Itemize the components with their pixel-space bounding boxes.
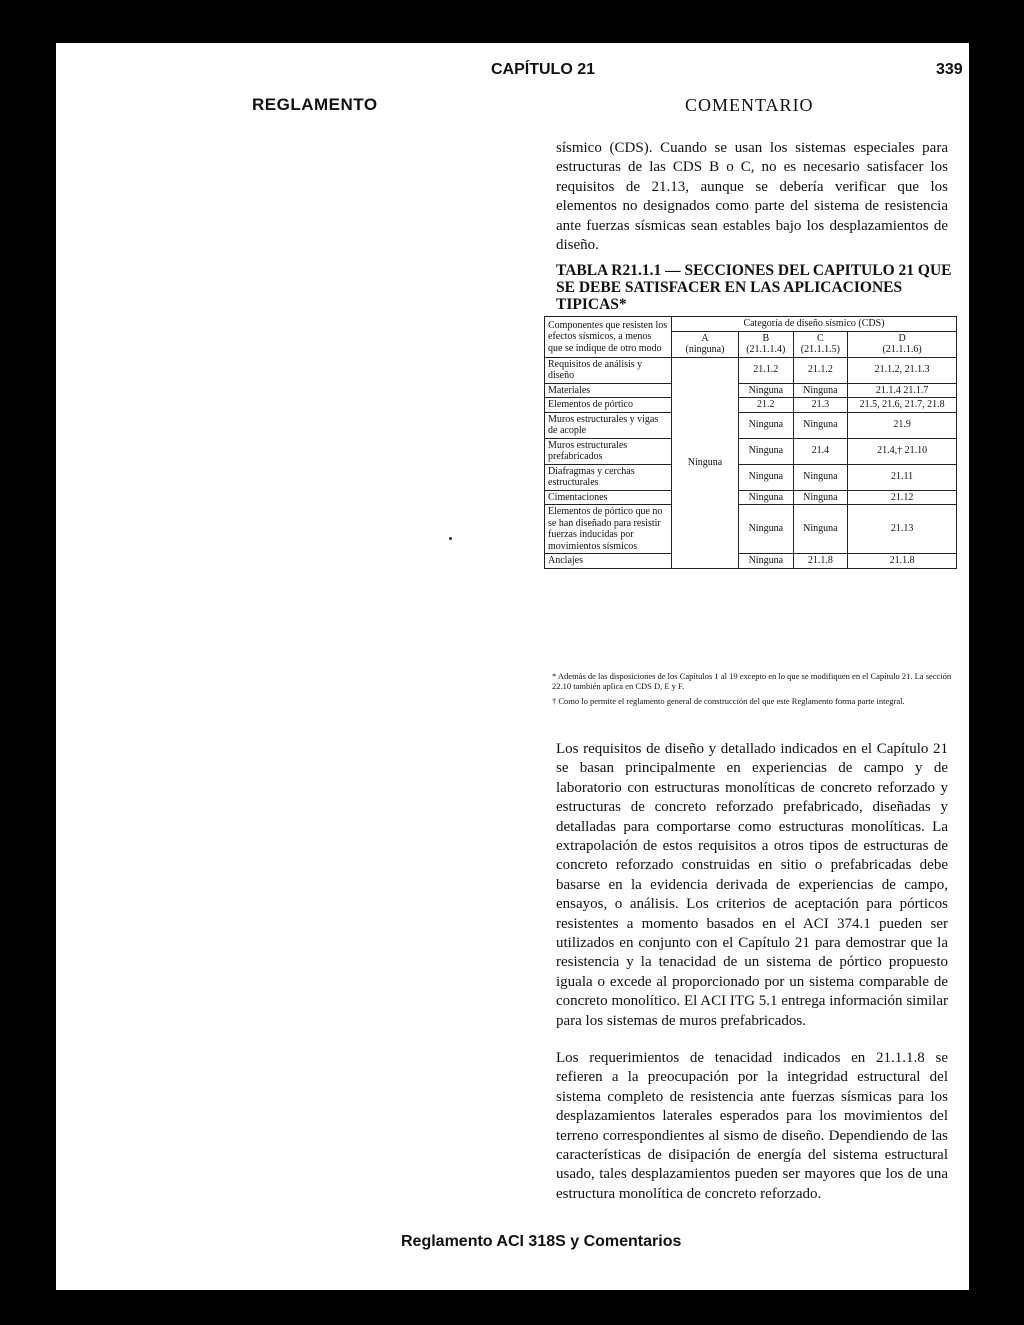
left-column-heading: REGLAMENTO [252, 95, 378, 114]
cell-c: Ninguna [793, 505, 848, 554]
cell-c: 21.1.2 [793, 357, 848, 383]
cell-d: 21.4,† 21.10 [848, 438, 957, 464]
cell-d: 21.11 [848, 464, 957, 490]
document-page [56, 43, 969, 1290]
cell-d: 21.1.2, 21.1.3 [848, 357, 957, 383]
cell-b: Ninguna [739, 412, 794, 438]
row-component: Elementos de pórtico [545, 398, 672, 413]
cell-b: 21.1.2 [739, 357, 794, 383]
table-row [545, 357, 957, 383]
cell-c: Ninguna [793, 490, 848, 505]
row-component: Cimentaciones [545, 490, 672, 505]
table-row [545, 412, 957, 438]
cell-c: 21.4 [793, 438, 848, 464]
cell-c: 21.3 [793, 398, 848, 413]
table-row [545, 554, 957, 569]
table-header-row [545, 317, 957, 332]
table-row [545, 505, 957, 554]
table-footnote-2: † Como lo permite el reglamento general de construcción del que este Reglamento forma parte integral. [552, 696, 905, 706]
row-component: Anclajes [545, 554, 672, 569]
row-component: Muros estructurales prefabricados [545, 438, 672, 464]
table-title: TABLA R21.1.1 — SECCIONES DEL CAPITULO 21 QUE SE DEBE SATISFACER EN LAS APLICACIONES TIPICAS* [556, 262, 952, 313]
right-column-heading: COMENTARIO [685, 95, 814, 115]
chapter-heading: CAPÍTULO 21 [491, 61, 596, 78]
cell-c: Ninguna [793, 383, 848, 398]
commentary-paragraph-1: sísmico (CDS). Cuando se usan los sistemas especiales para estructuras de las CDS B o C, no es necesario satisfacer los requisitos de 21.13, aunque se debería verificar que los elementos no designados como parte del sistema de resistencia ante fuerzas sísmicas sean estables bajo los desplazamientos de diseño. [556, 140, 948, 254]
seismic-sections-table [544, 316, 957, 569]
component-header: Componentes que resisten los efectos sísmicos, a menos que se indique de otro modo [545, 317, 672, 358]
cell-d: 21.12 [848, 490, 957, 505]
cell-c: Ninguna [793, 464, 848, 490]
col-header-c: C (21.1.1.5) [793, 331, 848, 357]
table-row [545, 383, 957, 398]
cell-d: 21.5, 21.6, 21.7, 21.8 [848, 398, 957, 413]
cell-d: 21.13 [848, 505, 957, 554]
cell-b: Ninguna [739, 383, 794, 398]
col-header-b: B (21.1.1.4) [739, 331, 794, 357]
commentary-paragraph-2: Los requisitos de diseño y detallado indicados en el Capítulo 21 se basan principalmente en experiencias de campo y de laboratorio con estructuras monolíticas de concreto reforzado y estructuras de concreto reforzado prefabricado, diseñadas y detalladas para comportarse como estructuras monolíticas. La extrapolación de estos requisitos a otros tipos de estructuras de concreto reforzado construidas en sitio o prefabricadas debe basarse en la evidencia derivada de experiencias de campo, ensayos, o análisis. Los criterios de aceptación para pórticos resistentes a momento basados en el ACI 374.1 pueden ser utilizados en conjunto con el Capítulo 21 para demostrar que la resistencia y la tenacidad de un sistema de pórtico propuesto iguala o excede al proporcionado por un sistema comparable de concreto monolítico. El ACI ITG 5.1 entrega información similar para los sistemas de muros prefabricados. [556, 741, 948, 1029]
cell-b: Ninguna [739, 490, 794, 505]
table-row [545, 398, 957, 413]
cell-b: Ninguna [739, 554, 794, 569]
row-component: Materiales [545, 383, 672, 398]
cell-d: 21.9 [848, 412, 957, 438]
cell-d: 21.1.4 21.1.7 [848, 383, 957, 398]
cell-b: Ninguna [739, 464, 794, 490]
commentary-paragraph-3: Los requerimientos de tenacidad indicados en 21.1.1.8 se refieren a la preocupación por la integridad estructural del sistema completo de resistencia ante fuerzas sísmicas para los desplazamientos laterales esperados para los movimientos del terreno correspondientes al sismo de diseño. Dependiendo de las características de disipación de energía del sistema estructural usado, tales desplazamientos pueden ser mayores que los de una estructura monolítica de concreto reforzado. [556, 1050, 948, 1202]
cell-b: Ninguna [739, 438, 794, 464]
col-header-a: A (ninguna) [672, 331, 739, 357]
row-component: Muros estructurales y vigas de acople [545, 412, 672, 438]
table-row [545, 438, 957, 464]
scan-speck [449, 537, 452, 540]
cell-b: Ninguna [739, 505, 794, 554]
row-component: Elementos de pórtico que no se han diseñado para resistir fuerzas inducidas por movimientos sísmicos [545, 505, 672, 554]
page-number: 339 [936, 61, 963, 78]
category-header: Categoría de diseño sísmico (CDS) [672, 317, 957, 332]
cell-b: 21.2 [739, 398, 794, 413]
table-row [545, 464, 957, 490]
col-a-value: Ninguna [672, 357, 739, 568]
page-footer: Reglamento ACI 318S y Comentarios [401, 1233, 682, 1250]
col-header-d: D (21.1.1.6) [848, 331, 957, 357]
table-row [545, 490, 957, 505]
table-footnote-1: * Además de las disposiciones de los Capítulos 1 al 19 excepto en lo que se modifiquen en el Capítulo 21. La sección 22.10 también aplica en CDS D, E y F. [552, 671, 952, 691]
cell-c: Ninguna [793, 412, 848, 438]
cell-d: 21.1.8 [848, 554, 957, 569]
row-component: Diafragmas y cerchas estructurales [545, 464, 672, 490]
row-component: Requisitos de análisis y diseño [545, 357, 672, 383]
cell-c: 21.1.8 [793, 554, 848, 569]
